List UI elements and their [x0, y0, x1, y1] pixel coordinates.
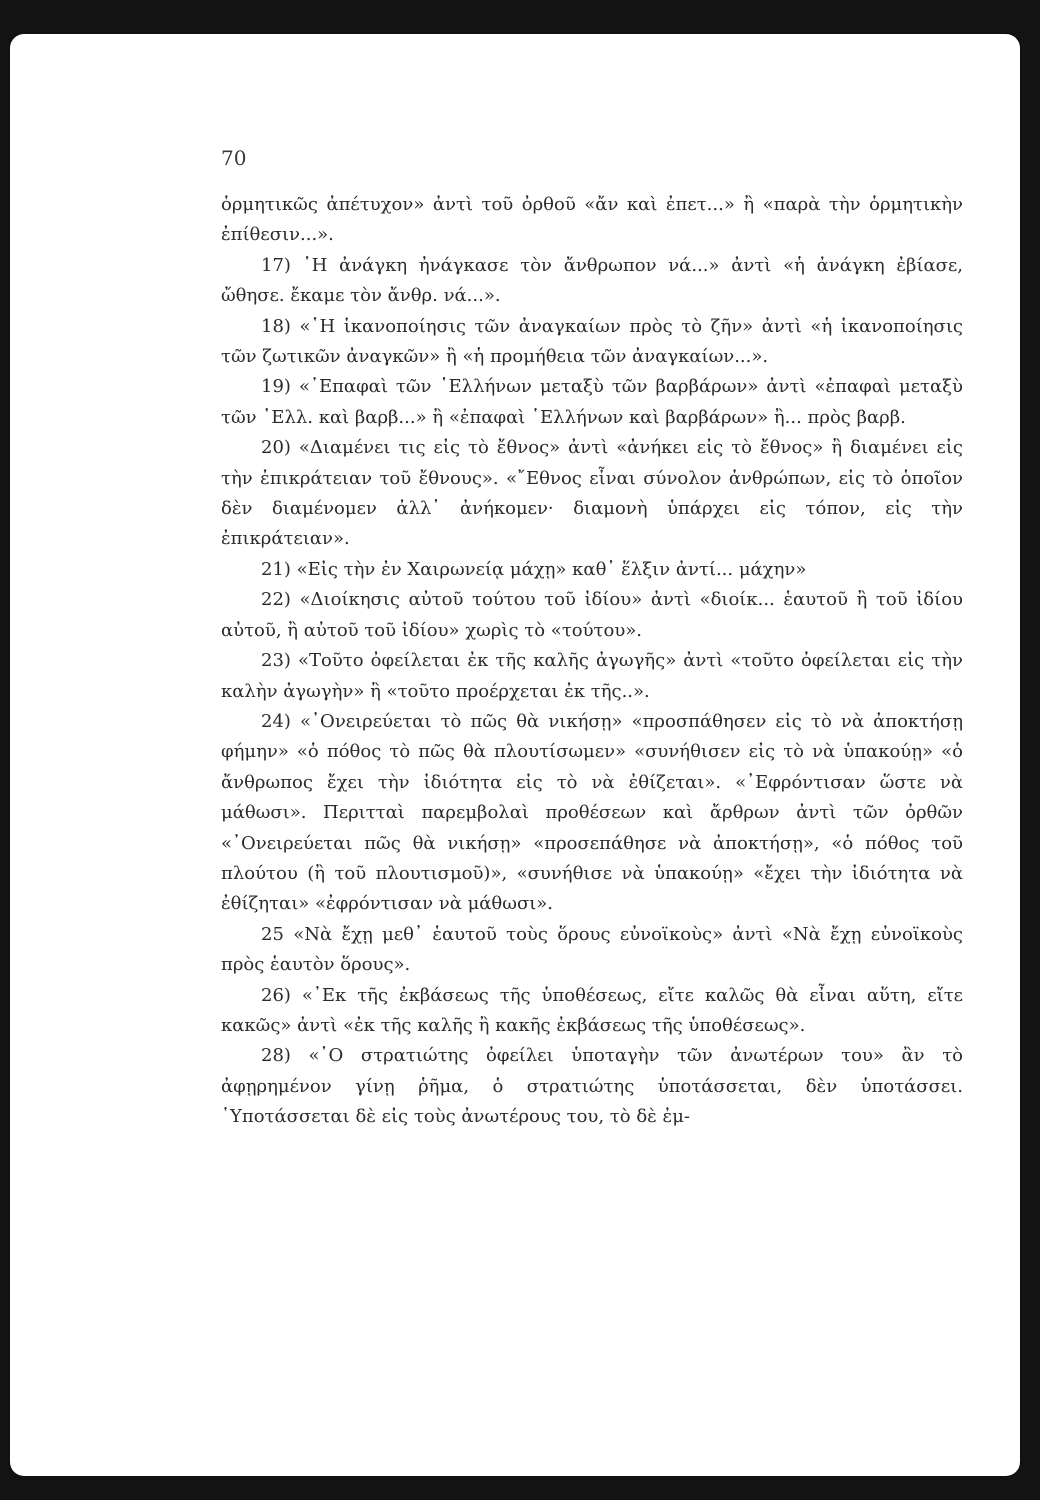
paragraph-22: 22) «Διοίκησις αὐτοῦ τούτου τοῦ ἰδίου» ἀντὶ «διοίκ... ἑαυτοῦ ἢ τοῦ ἰδίου αὐτοῦ, ἢ αὐτοῦ τοῦ ἰδίου» χωρὶς τὸ «τούτου». [221, 589, 963, 641]
paragraph-24: 24) «᾿Ονειρεύεται τὸ πῶς θὰ νικήσῃ» «προσπάθησεν εἰς τὸ νὰ ἀποκτήσῃ φήμην» «ὁ πόθος τὸ πῶς θὰ πλουτίσωμεν» «συνήθισεν εἰς τὸ νὰ ὑπακούῃ» «ὁ ἄνθρωπος ἔχει τὴν ἰδιότητα εἰς τὸ νὰ ἐθίζεται». «᾿Εφρόντισαν ὥστε νὰ μάθωσι». Περιτταὶ παρεμβολαὶ προθέσεων καὶ ἄρθρων ἀντὶ τῶν ὀρθῶν «᾿Ονειρεύεται πῶς θὰ νικήσῃ» «προσεπάθησε νὰ ἀποκτήσῃ», «ὁ πόθος τοῦ πλούτου (ἢ τοῦ πλουτισμοῦ)», «συνήθισε νὰ ὑπακούῃ» «ἔχει τὴν ἰδιότητα νὰ ἐθίζηται» «ἐφρόντισαν νὰ μάθωσι». [221, 710, 963, 915]
paragraph-continuation: ὁρμητικῶς ἀπέτυχον» ἀντὶ τοῦ ὀρθοῦ «ἄν καὶ ἐπετ...» ἢ «παρὰ τὴν ὁρμητικὴν ἐπίθεσιν...». [221, 194, 963, 246]
paragraph-26: 26) «᾿Εκ τῆς ἐκβάσεως τῆς ὑποθέσεως, εἴτε καλῶς θὰ εἶναι αὕτη, εἴτε κακῶς» ἀντὶ «ἐκ τῆς καλῆς ἢ κακῆς ἐκβάσεως τῆς ὑποθέσεως». [221, 984, 963, 1036]
paragraph-18: 18) «῾Η ἱκανοποίησις τῶν ἀναγκαίων πρὸς τὸ ζῆν» ἀντὶ «ἡ ἱκανοποίησις τῶν ζωτικῶν ἀναγκῶν» ἢ «ἡ προμήθεια τῶν ἀναγκαίων...». [221, 315, 963, 368]
paragraph-20: 20) «Διαμένει τις εἰς τὸ ἔθνος» ἀντὶ «ἀνήκει εἰς τὸ ἔθνος» ἢ διαμένει εἰς τὴν ἐπικράτειαν τοῦ ἔθνους». «῎Εθνος εἶναι σύνολον ἀνθρώπων, εἰς τὸ ὁποῖον δὲν διαμένομεν ἀλλ᾿ ἀνήκομεν· διαμονὴ ὑπάρχει εἰς τόπον, εἰς τὴν ἐπικράτειαν». [221, 437, 963, 550]
paragraph-28: 28) «῾Ο στρατιώτης ὀφείλει ὑποταγὴν τῶν ἀνωτέρων του» ἂν τὸ ἀφῃρημένον γίνῃ ῥῆμα, ὁ στρατιώτης ὑποτάσσεται, δὲν ὑποτάσσει. ῾Υποτάσσεται δὲ εἰς τοὺς ἀνωτέρους του, τὸ δὲ ἐμ- [221, 1045, 963, 1128]
paragraph-19: 19) «᾿Επαφαὶ τῶν ῾Ελλήνων μεταξὺ τῶν βαρβάρων» ἀντὶ «ἐπαφαὶ μεταξὺ τῶν ῾Ελλ. καὶ βαρβ...» ἢ «ἐπαφαὶ ῾Ελλήνων καὶ βαρβάρων» ἢ... πρὸς βαρβ. [221, 376, 963, 428]
body-text [221, 190, 963, 1133]
paragraph-23: 23) «Τοῦτο ὀφείλεται ἐκ τῆς καλῆς ἀγωγῆς» ἀντὶ «τοῦτο ὀφείλεται εἰς τὴν καλὴν ἀγωγὴν» ἢ «τοῦτο προέρχεται ἐκ τῆς..». [221, 650, 963, 702]
paragraph-17: 17) ῾Η ἀνάγκη ἠνάγκασε τὸν ἄνθρωπον νά...» ἀντὶ «ἡ ἀνάγκη ἐβίασε, ὤθησε. ἔκαμε τὸν ἄνθρ. νά...». [221, 254, 963, 307]
page-number: 70 [221, 146, 247, 170]
paragraph-25: 25 «Νὰ ἔχῃ μεθ᾿ ἑαυτοῦ τοὺς ὅρους εὐνοϊκοὺς» ἀντὶ «Νὰ ἔχῃ εὐνοϊκοὺς πρὸς ἑαυτὸν ὅρους». [221, 923, 963, 976]
paragraph-21: 21) «Εἰς τὴν ἐν Χαιρωνείᾳ μάχῃ» καθ᾿ ἕλξιν ἀντί... μάχην» [261, 558, 807, 580]
